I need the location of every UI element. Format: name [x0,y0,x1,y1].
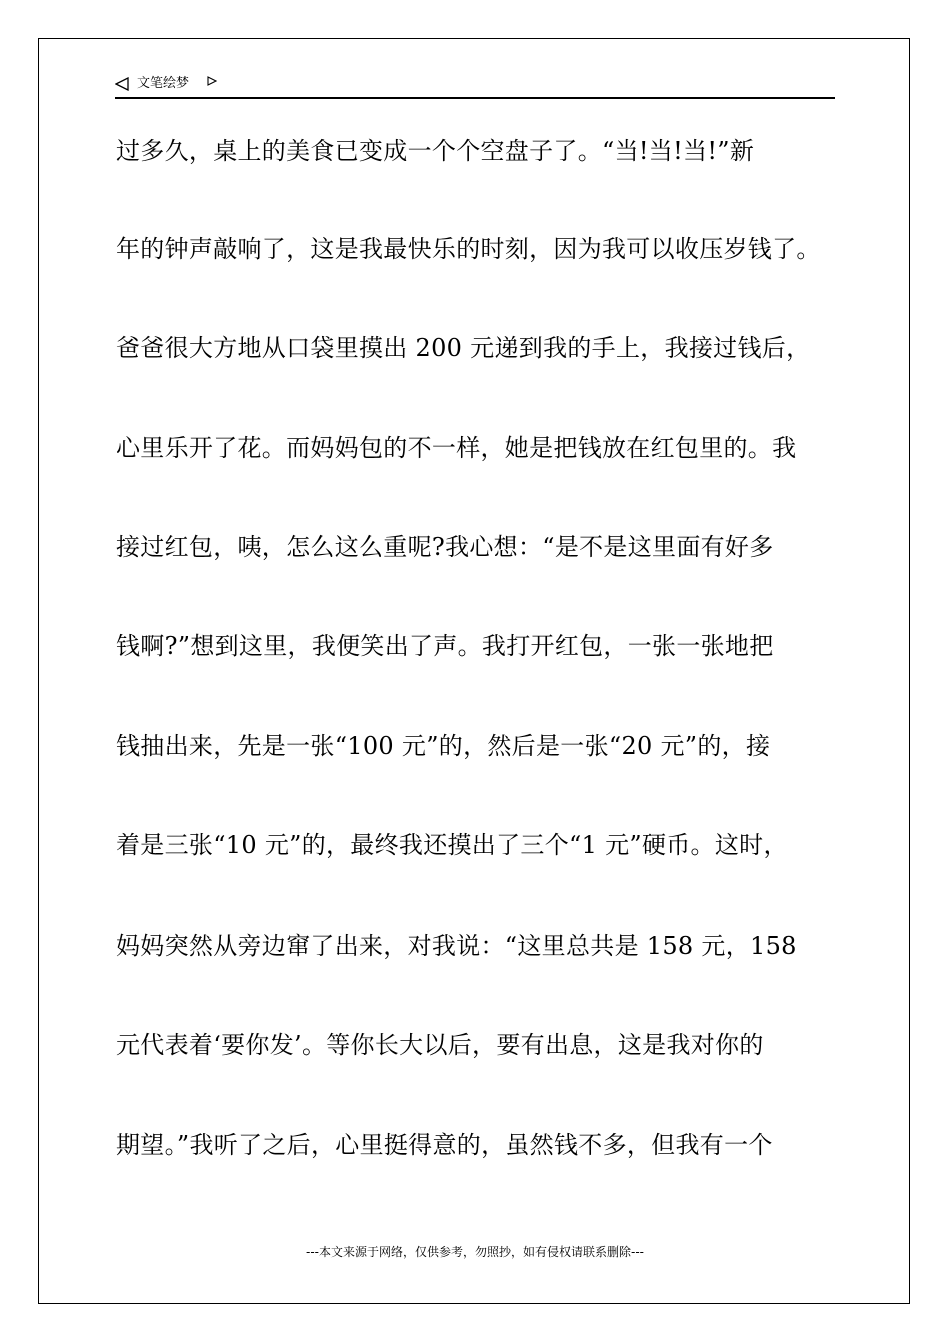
text-line: 着是三张“10 元”的，最终我还摸出了三个“1 元”硬币。这时， [116,831,788,859]
page-header [115,73,835,99]
text-line: 钱啊?”想到这里，我便笑出了声。我打开红包，一张一张地把 [116,632,774,660]
header-title: 文笔绘梦 [137,76,190,91]
text-line: 年的钟声敲响了，这是我最快乐的时刻，因为我可以收压岁钱了。 [116,235,821,263]
text-line: 接过红包，咦，怎么这么重呢?我心想：“是不是这里面有好多 [116,533,774,561]
left-triangle-outline-icon [115,77,129,91]
footer-notice: ---本文来源于网络，仅供参考，勿照抄，如有侵权请联系删除--- [306,1245,644,1259]
text-line: 期望。”我听了之后，心里挺得意的，虽然钱不多，但我有一个 [116,1131,773,1159]
page-border [38,38,910,1304]
text-line: 过多久，桌上的美食已变成一个个空盘子了。“当!当!当!”新 [116,137,755,165]
text-line: 钱抽出来，先是一张“100 元”的，然后是一张“20 元”的，接 [116,732,771,760]
text-line: 心里乐开了花。而妈妈包的不一样，她是把钱放在红包里的。我 [116,434,797,462]
text-line: 妈妈突然从旁边窜了出来，对我说：“这里总共是 158 元，158 [116,932,797,960]
right-triangle-outline-icon [207,76,217,88]
text-line: 爸爸很大方地从口袋里摸出 200 元递到我的手上，我接过钱后， [116,334,811,362]
text-line: 元代表着‘要你发’。等你长大以后，要有出息，这是我对你的 [116,1031,764,1059]
